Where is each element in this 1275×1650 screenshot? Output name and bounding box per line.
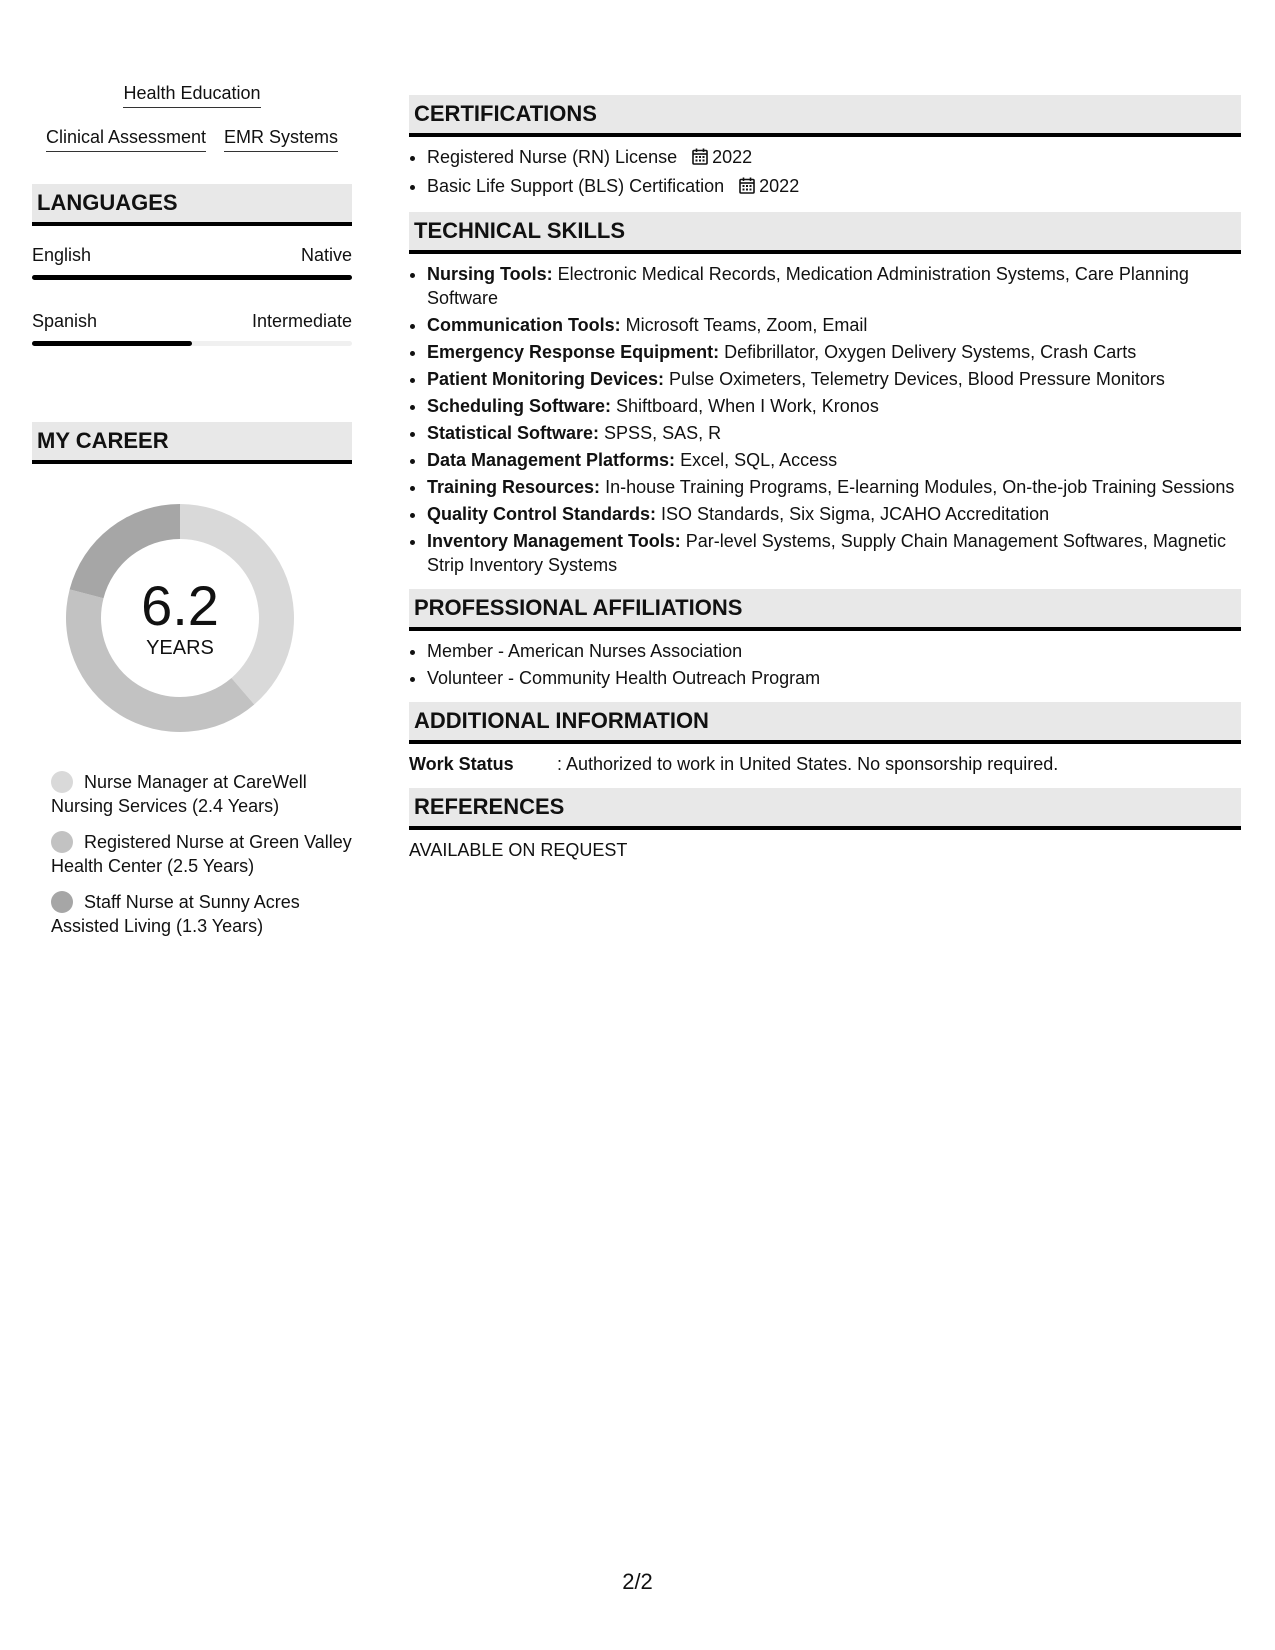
technical-skill-item: [427, 448, 1241, 472]
languages-heading: LANGUAGES: [32, 184, 352, 226]
skill-category: Statistical Software:: [427, 423, 600, 443]
legend-label: Nurse Manager at CareWell Nursing Services (2.4 Years): [51, 772, 307, 816]
page-number: 2/2: [622, 1569, 653, 1594]
skill-details: Excel, SQL, Access: [675, 450, 838, 470]
skill-category: Communication Tools:: [427, 315, 621, 335]
legend-item: [51, 890, 352, 938]
certifications-section: [409, 95, 1241, 200]
technical-skill-item: [427, 475, 1241, 499]
technical-skill-item: [427, 529, 1241, 577]
skill-tag: Health Education: [123, 82, 260, 108]
skill-details: Pulse Oximeters, Telemetry Devices, Blood Pressure Monitors: [664, 369, 1165, 389]
skill-details: In-house Training Programs, E-learning Modules, On-the-job Training Sessions: [600, 477, 1235, 497]
certification-item: [427, 174, 1241, 200]
language-item: [32, 244, 352, 280]
skill-category: Inventory Management Tools:: [427, 531, 681, 551]
affiliation-item: • Member - American Nurses Association: [427, 639, 1241, 663]
technical-skill-item: [427, 394, 1241, 418]
legend-dot: [51, 771, 73, 793]
certifications-list: [409, 145, 1241, 200]
skills-row: [32, 126, 352, 152]
language-proficiency-fill: [32, 275, 352, 280]
calendar-icon: [739, 176, 755, 200]
certification-item: [427, 145, 1241, 171]
skill-details: SPSS, SAS, R: [599, 423, 722, 443]
skill-category: Quality Control Standards:: [427, 504, 657, 524]
language-name: English: [32, 245, 92, 265]
affiliations-list: [409, 639, 1241, 690]
career-donut-chart: [66, 504, 294, 732]
technical-skill-item: [427, 262, 1241, 310]
certification-year: 2022: [759, 176, 800, 196]
skill-details: Shiftboard, When I Work, Kronos: [611, 396, 879, 416]
technical-skills-heading: TECHNICAL SKILLS: [409, 212, 1241, 254]
skill-details: Electronic Medical Records, Medication Administration Systems, Care Planning Software: [427, 264, 1189, 308]
language-level: Native: [300, 245, 352, 265]
technical-skill-item: [427, 502, 1241, 526]
right-column: [409, 95, 1241, 874]
legend-label: Staff Nurse at Sunny Acres Assisted Living (1.3 Years): [51, 892, 300, 936]
certifications-heading: CERTIFICATIONS: [409, 95, 1241, 137]
work-status-value: : Authorized to work in United States. No sponsorship required.: [557, 754, 1059, 774]
skills-row: [32, 82, 352, 108]
technical-skills-list: [409, 262, 1241, 577]
language-name: Spanish: [32, 311, 98, 331]
career-years-unit: YEARS: [146, 637, 214, 659]
legend-item: [51, 770, 352, 818]
skill-category: Emergency Response Equipment:: [427, 342, 720, 362]
skill-category: Nursing Tools:: [427, 264, 553, 284]
language-level: Intermediate: [251, 311, 352, 331]
career-heading: MY CAREER: [32, 422, 352, 464]
skill-category: Scheduling Software:: [427, 396, 612, 416]
calendar-icon: [692, 147, 708, 171]
legend-item: [51, 830, 352, 878]
skill-category: Data Management Platforms:: [427, 450, 676, 470]
career-total-years: 6.2: [141, 574, 219, 637]
references-section: [409, 788, 1241, 862]
certification-name: Registered Nurse (RN) License: [427, 147, 678, 167]
skill-details: ISO Standards, Six Sigma, JCAHO Accreditation: [656, 504, 1050, 524]
affiliation-item: • Volunteer - Community Health Outreach Program: [427, 666, 1241, 690]
skill-details: Microsoft Teams, Zoom, Email: [620, 315, 868, 335]
affiliations-section: [409, 589, 1241, 690]
technical-skills-section: [409, 212, 1241, 577]
language-proficiency-fill: [32, 341, 192, 346]
skill-tag: EMR Systems: [224, 126, 338, 152]
skill-tag: Clinical Assessment: [46, 126, 206, 152]
language-item: [32, 310, 352, 346]
language-proficiency-bar: [32, 275, 352, 280]
skill-details: Defibrillator, Oxygen Delivery Systems, Crash Carts: [719, 342, 1137, 362]
skill-category: Patient Monitoring Devices:: [427, 369, 665, 389]
skill-details: Par-level Systems, Supply Chain Management Softwares, Magnetic Strip Inventory Systems: [427, 531, 1226, 575]
certification-year: 2022: [712, 147, 753, 167]
legend-dot: [51, 831, 73, 853]
additional-info-heading: ADDITIONAL INFORMATION: [409, 702, 1241, 744]
technical-skill-item: [427, 421, 1241, 445]
technical-skill-item: [427, 340, 1241, 364]
left-column: [32, 82, 352, 950]
technical-skill-item: [427, 367, 1241, 391]
skill-category: Training Resources:: [427, 477, 601, 497]
work-status-row: [409, 752, 1241, 776]
references-text: AVAILABLE ON REQUEST: [409, 840, 628, 860]
additional-info-section: [409, 702, 1241, 776]
certification-name: Basic Life Support (BLS) Certification: [427, 176, 725, 196]
language-proficiency-bar: [32, 341, 352, 346]
career-legend: [51, 770, 352, 938]
work-status-label: Work Status: [409, 754, 514, 774]
technical-skill-item: [427, 313, 1241, 337]
affiliations-heading: PROFESSIONAL AFFILIATIONS: [409, 589, 1241, 631]
legend-dot: [51, 891, 73, 913]
legend-label: Registered Nurse at Green Valley Health Center (2.5 Years): [51, 832, 352, 876]
references-heading: REFERENCES: [409, 788, 1241, 830]
